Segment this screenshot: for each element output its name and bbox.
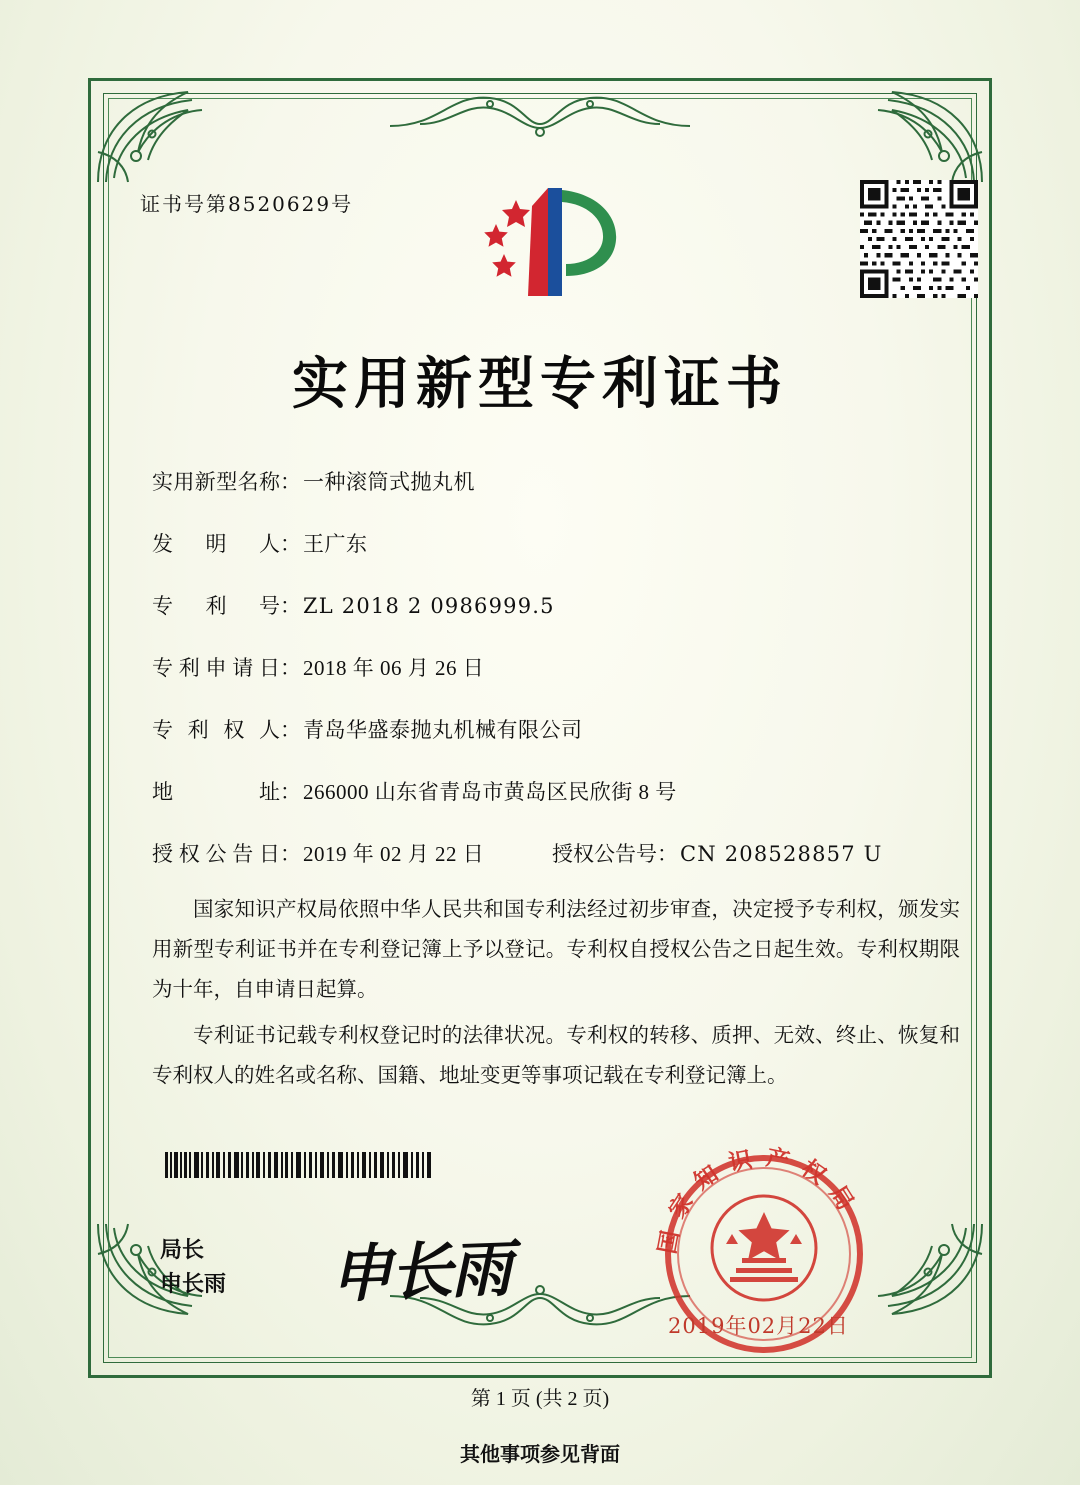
- field-label: 专 利 号: [152, 594, 280, 618]
- field-row: [152, 528, 952, 590]
- field-value: ZL 2018 2 0986999.5: [303, 594, 555, 618]
- certificate-number: 证书号第8520629号: [140, 192, 354, 216]
- edge-ornament-icon: [380, 80, 700, 140]
- field-list: [152, 466, 952, 900]
- grant-date-label: 授权公告日: [152, 842, 280, 866]
- page-title: 实用新型专利证书: [292, 351, 788, 417]
- corner-ornament-icon: [828, 82, 988, 192]
- field-row: [152, 466, 952, 528]
- field-value: 青岛华盛泰抛丸机械有限公司: [303, 718, 583, 742]
- svg-text:国家知识产权局: 国家知识产权局: [653, 1143, 866, 1256]
- signature-name: 申长雨: [160, 1271, 227, 1296]
- back-side-note: 其他事项参见背面: [460, 1444, 620, 1466]
- field-row: [152, 714, 952, 776]
- field-label: 专利申请日: [152, 656, 280, 680]
- field-row: [152, 652, 952, 714]
- field-colon: ：: [280, 842, 301, 866]
- field-colon: ：: [280, 594, 301, 618]
- field-value: 一种滚筒式抛丸机: [303, 470, 475, 494]
- barcode-icon: [165, 1152, 433, 1178]
- field-label: 发 明 人: [152, 532, 280, 556]
- page-number: 第 1 页 (共 2 页): [470, 1388, 610, 1410]
- legal-paragraph: 国家知识产权局依照中华人民共和国专利法经过初步审查，决定授予专利权，颁发实用新型专利证书并在专利登记簿上予以登记。专利权自授权公告之日起生效。专利权期限为十年，自申请日起算。: [152, 899, 960, 1001]
- signature-role: 局长: [160, 1237, 205, 1262]
- grant-date-value: 2019 年 02 月 22 日: [303, 842, 485, 866]
- field-value: 2018 年 06 月 26 日: [303, 656, 485, 680]
- field-colon: ：: [280, 780, 301, 804]
- signature-block: [160, 1233, 226, 1301]
- field-colon: ：: [280, 532, 301, 556]
- grant-number-label: 授权公告号: [552, 842, 657, 866]
- corner-ornament-icon: [92, 82, 252, 192]
- field-label: 专 利 权 人: [152, 718, 280, 742]
- legal-paragraph: 专利证书记载专利权登记时的法律状况。专利权的转移、质押、无效、终止、恢复和专利权人的姓名或名称、国籍、地址变更等事项记载在专利登记簿上。: [152, 1025, 960, 1087]
- grant-number-value: CN 208528857 U: [680, 842, 883, 866]
- qr-code-icon: [860, 180, 978, 298]
- field-label: 实用新型名称: [152, 470, 280, 494]
- handwritten-signature: 申长雨: [328, 1231, 512, 1312]
- seal-date: 2019年02月22日: [668, 1314, 849, 1338]
- field-value: 王广东: [303, 532, 368, 556]
- field-value: 266000 山东省青岛市黄岛区民欣街 8 号: [303, 780, 677, 804]
- field-colon: ：: [280, 718, 301, 742]
- field-label: 地 址: [152, 780, 280, 804]
- field-colon: ：: [280, 470, 301, 494]
- field-colon: ：: [657, 842, 678, 866]
- grant-date-group: [152, 838, 484, 868]
- field-colon: ：: [280, 656, 301, 680]
- field-row: [152, 590, 952, 652]
- field-row: [152, 776, 952, 838]
- legal-text: [152, 890, 960, 1102]
- cnipa-logo-icon: [470, 178, 630, 306]
- grant-number-group: [552, 838, 883, 868]
